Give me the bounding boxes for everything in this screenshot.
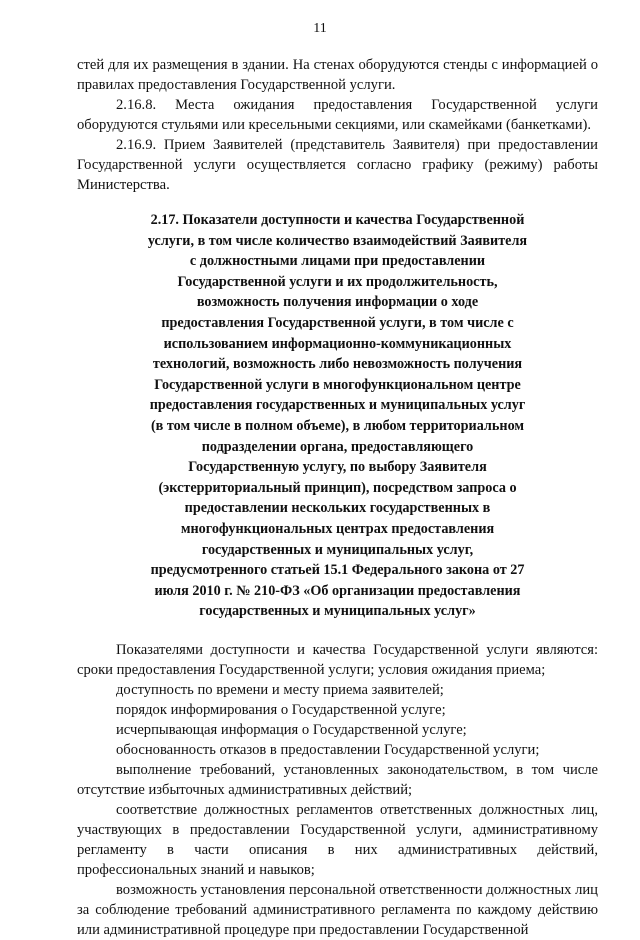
page-number: 11	[313, 21, 327, 36]
paragraph-indicators-intro: Показателями доступности и качества Государственной услуги являются: сроки предоставления Государственной услуги; условия ожидания приема;	[77, 641, 598, 678]
list-item: порядок информирования о Государственной услуге;	[116, 701, 446, 718]
list-item: возможность установления персональной ответственности должностных лиц за соблюдение требований административного регламента по каждому действию или административной процедуре при предоставлении Государственной	[77, 881, 598, 938]
section-body	[77, 640, 598, 940]
paragraph-continuation: стей для их размещения в здании. На стенах оборудуются стенды с информацией о правилах предоставления Государственной услуги.	[77, 57, 598, 93]
list-item: выполнение требований, установленных законодательством, в том числе отсутствие избыточных административных действий;	[77, 761, 598, 798]
list-item: соответствие должностных регламентов ответственных должностных лиц, участвующих в предоставлении Государственной услуги, административному регламенту в части описания в них административных действий, профессиональных знаний и навыков;	[77, 801, 598, 878]
paragraph-2-16-8: 2.16.8. Места ожидания предоставления Государственной услуги оборудуются стульями или кресельными секциями, или скамейками (банкетками).	[77, 97, 598, 133]
list-item: обоснованность отказов в предоставлении Государственной услуги;	[116, 741, 540, 758]
list-item: доступность по времени и месту приема заявителей;	[116, 681, 444, 698]
paragraph-2-16-9: 2.16.9. Прием Заявителей (представитель Заявителя) при предоставлении Государственной услуги осуществляется согласно графику (режиму) работы Министерства.	[77, 137, 598, 193]
list-item: исчерпывающая информация о Государственной услуге;	[116, 721, 467, 738]
page-content	[77, 55, 598, 940]
section-heading-2-17: 2.17. Показатели доступности и качества Государственной услуги, в том числе количество взаимодействий Заявителя с должностными лицами при предоставлении Государственной услуги и их продолжительность, возможность получения информации о ходе предоставления Государственной услуги, в том числе с использованием информационно-коммуникационных технологий, возможность либо невозможность получения Государственной услуги в многофункциональном центре предоставления государственных и муниципальных услуг (в том числе в полном объеме), в любом территориальном подразделении органа, предоставляющего Государственную услугу, по выбору Заявителя (экстерриториальный принцип), посредством запроса о предоставлении нескольких государственных в многофункциональных центрах предоставления государственных и муниципальных услуг, предусмотренного статьей 15.1 Федерального закона от 27 июля 2010 г. № 210-ФЗ «Об организации предоставления государственных и муниципальных услуг»	[147, 212, 528, 620]
